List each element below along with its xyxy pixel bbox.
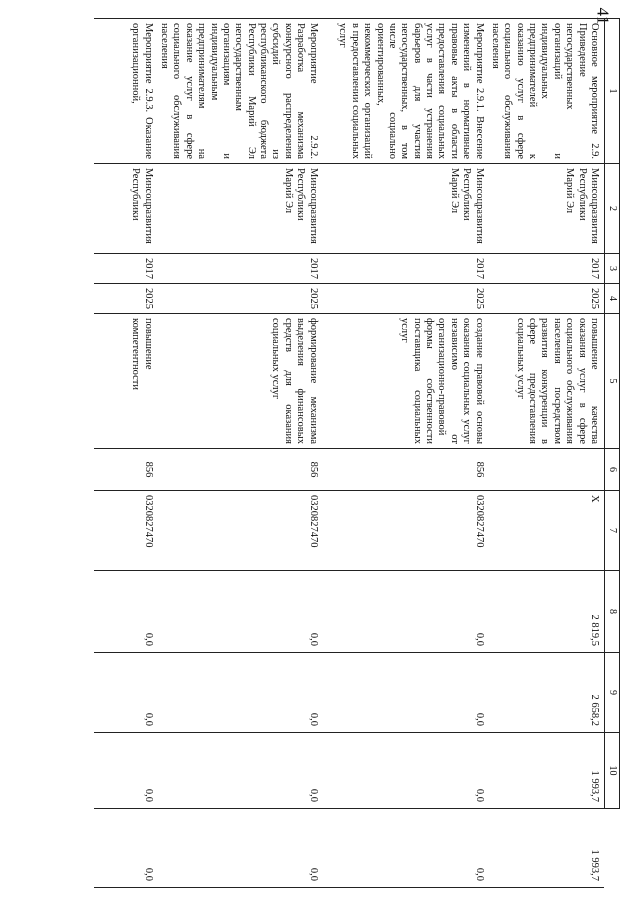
value-col10-cell: 0,0 <box>94 809 158 888</box>
col-header-2: 2 <box>605 164 620 254</box>
value-col9-cell: 0,0 <box>158 733 323 809</box>
value-col10-cell: 1 993,7 <box>489 809 605 888</box>
result-cell: повышение компетентности <box>94 314 158 449</box>
kbk-cell: X <box>489 491 605 571</box>
executor-cell: Минсоцразвития Республики Марий Эл <box>158 164 323 254</box>
value-col9-cell: 1 993,7 <box>489 733 605 809</box>
grbs-cell: 856 <box>323 449 489 491</box>
end-year-cell: 2025 <box>489 284 605 314</box>
program-measures-table <box>94 18 620 888</box>
col-header-3: 3 <box>605 254 620 284</box>
value-col8-cell: 0,0 <box>158 653 323 733</box>
page-number: 41 <box>593 7 613 25</box>
value-col10-cell: 0,0 <box>158 809 323 888</box>
col-header-4: 4 <box>605 284 620 314</box>
start-year-cell: 2017 <box>489 254 605 284</box>
value-col8-cell: 0,0 <box>94 653 158 733</box>
end-year-cell: 2025 <box>94 284 158 314</box>
value-col9-cell: 0,0 <box>323 733 489 809</box>
table-row <box>323 19 489 888</box>
header-row <box>605 19 620 888</box>
value-col9-cell: 0,0 <box>94 733 158 809</box>
end-year-cell: 2025 <box>158 284 323 314</box>
grbs-cell: 856 <box>158 449 323 491</box>
value-col8-cell: 0,0 <box>323 653 489 733</box>
kbk-cell: 0320827470 <box>323 491 489 571</box>
rotated-table-wrapper <box>120 18 620 888</box>
col-header-6: 6 <box>605 449 620 491</box>
col-header-1: 1 <box>605 19 620 164</box>
end-year-cell: 2025 <box>323 284 489 314</box>
value-col7-cell: 2 819,5 <box>489 571 605 653</box>
executor-cell: Минсоцразвития Республики Марий Эл <box>489 164 605 254</box>
value-col10-cell: 0,0 <box>323 809 489 888</box>
start-year-cell: 2017 <box>158 254 323 284</box>
executor-cell: Минсоцразвития Республики <box>94 164 158 254</box>
table-row <box>158 19 323 888</box>
result-cell: создание правовой основы оказания социальных услуг независимо от организационно-правовой формы собственности поставщика социальных услуг <box>323 314 489 449</box>
kbk-cell: 0320827470 <box>158 491 323 571</box>
value-col7-cell: 0,0 <box>158 571 323 653</box>
measure-cell: Основное мероприятие 2.9. Приведение негосударственных организаций и индивидуальных предпринимателей к оказанию услуг в сфере социального обслуживания населения <box>489 19 605 164</box>
value-col7-cell: 0,0 <box>323 571 489 653</box>
col-header-5: 5 <box>605 314 620 449</box>
start-year-cell: 2017 <box>94 254 158 284</box>
col-header-8: 8 <box>605 571 620 653</box>
table-row <box>94 19 158 888</box>
result-cell: формирование механизма выделения финансовых средств для оказания социальных услуг <box>158 314 323 449</box>
col-header-7: 7 <box>605 491 620 571</box>
start-year-cell: 2017 <box>323 254 489 284</box>
grbs-cell <box>489 449 605 491</box>
col-header-9: 9 <box>605 653 620 733</box>
col-header-10: 10 <box>605 733 620 809</box>
measure-cell: Мероприятие 2.9.2. Разработка механизма конкурсного распределения субсидий из республиканского бюджета Республики Марий Эл негосударственным организациям и индивидуальным предпринимателям на оказание услуг в сфере социального обслуживания населения <box>158 19 323 164</box>
result-cell: повышение качества оказания услуг в сфере социального обслуживания населения посредством развития конкуренции в сфере предоставления социальных услуг <box>489 314 605 449</box>
measure-cell: Мероприятие 2.9.1. Внесение изменений в нормативные правовые акты в области предоставления социальных услуг в части устранения барьеров для участия негосударственных, в том числе социально ориентированных, некоммерческих организаций в предоставлении социальных услуг <box>323 19 489 164</box>
kbk-cell: 0320827470 <box>94 491 158 571</box>
measure-cell: Мероприятие 2.9.3. Оказание организационной, <box>94 19 158 164</box>
table-row <box>489 19 605 888</box>
value-col7-cell: 0,0 <box>94 571 158 653</box>
executor-cell: Минсоцразвития Республики Марий Эл <box>323 164 489 254</box>
value-col8-cell: 2 658,2 <box>489 653 605 733</box>
grbs-cell: 856 <box>94 449 158 491</box>
